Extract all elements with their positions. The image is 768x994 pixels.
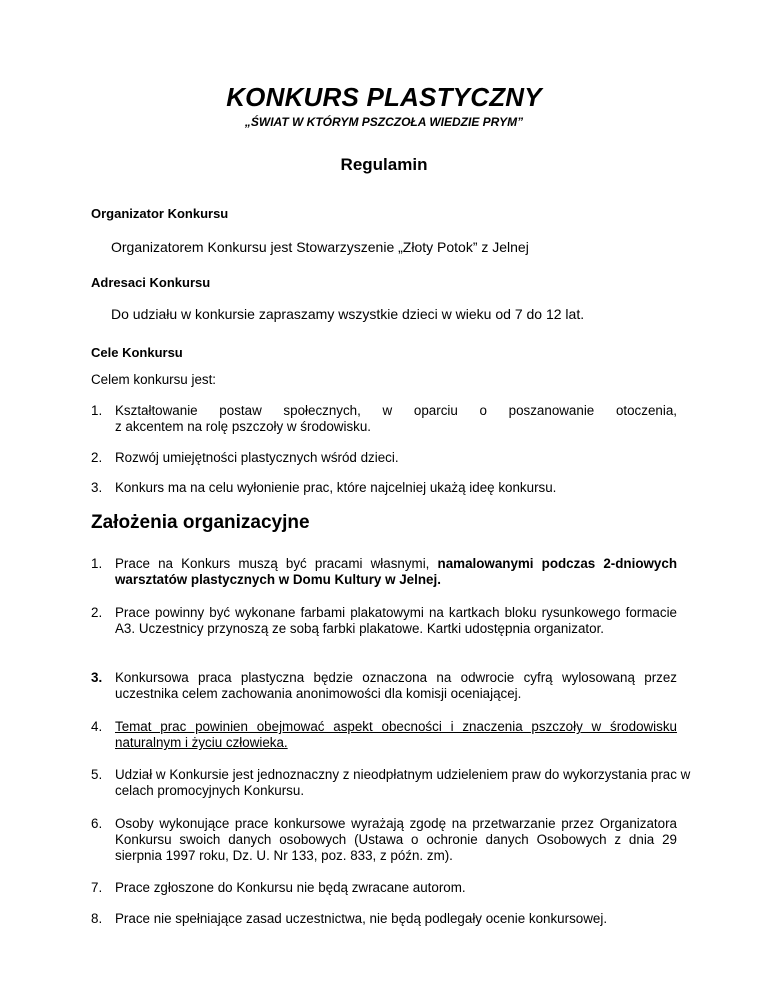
document-subtitle: „ŚWIAT W KTÓRYM PSZCZOŁA WIEDZIE PRYM” xyxy=(244,115,524,129)
list-item: 3. Konkurs ma na celu wyłonienie prac, które najcelniej ukażą ideę konkursu. xyxy=(91,480,557,495)
list-item: 1. Kształtowanie postaw społecznych, w oparciu o poszanowanie otoczenia, z akcentem na rolę pszczoły w środowisku. xyxy=(91,403,677,434)
list-item: 4. Temat prac powinien obejmować aspekt obecności i znaczenia pszczoły w środowisku naturalnym i życiu człowieka. xyxy=(91,719,677,750)
document-title: KONKURS PLASTYCZNY xyxy=(226,82,542,112)
rules-list-4 xyxy=(91,719,677,751)
rules-list xyxy=(91,556,677,588)
list-item: 6. Osoby wykonujące prace konkursowe wyrażają zgodę na przetwarzanie przez Organizatora Konkursu swoich danych osobowych (Ustawa o ochronie danych Osobowych z dnia 29 sierpnia 1997 roku, Dz. U. Nr 133, poz. 833, z późn. zm). xyxy=(91,816,677,863)
rules-heading: Założenia organizacyjne xyxy=(91,512,310,533)
goals-list xyxy=(91,403,677,435)
goals-list-3 xyxy=(91,480,677,496)
rules-list-3 xyxy=(91,670,677,702)
goals-list-2 xyxy=(91,450,677,466)
audience-text: Do udziału w konkursie zapraszamy wszystkie dzieci w wieku od 7 do 12 lat. xyxy=(111,306,585,322)
goals-heading: Cele Konkursu xyxy=(91,345,183,360)
list-item: 2. Rozwój umiejętności plastycznych wśród dzieci. xyxy=(91,450,399,465)
rules-list-2 xyxy=(91,605,677,637)
audience-heading: Adresaci Konkursu xyxy=(91,275,211,290)
list-item: 3. Konkursowa praca plastyczna będzie oznaczona na odwrocie cyfrą wylosowaną przez uczestnika celem zachowania anonimowości dla komisji oceniającej. xyxy=(91,670,677,701)
rules-list-5 xyxy=(91,767,691,799)
list-item: 1. Prace na Konkurs muszą być pracami własnymi, namalowanymi podczas 2-dniowych warsztatów plastycznych w Domu Kultury w Jelnej. xyxy=(91,556,677,587)
rules-list-6 xyxy=(91,816,677,864)
regulations-heading: Regulamin xyxy=(340,155,428,174)
list-item: 7. Prace zgłoszone do Konkursu nie będą zwracane autorom. xyxy=(91,880,466,895)
list-item: 5. Udział w Konkursie jest jednoznaczny z nieodpłatnym udzieleniem praw do wykorzystania prac w celach promocyjnych Konkursu. xyxy=(91,767,691,798)
organizer-text: Organizatorem Konkursu jest Stowarzyszenie „Złoty Potok” z Jelnej xyxy=(111,239,529,255)
goals-intro: Celem konkursu jest: xyxy=(91,372,217,387)
organizer-heading: Organizator Konkursu xyxy=(91,206,229,221)
list-item: 2. Prace powinny być wykonane farbami plakatowymi na kartkach bloku rysunkowego formacie A3. Uczestnicy przynoszą ze sobą farbki plakatowe. Kartki udostępnia organizator. xyxy=(91,605,677,636)
rules-list-7 xyxy=(91,880,677,896)
rules-list-8 xyxy=(91,911,677,927)
list-item: 8. Prace nie spełniające zasad uczestnictwa, nie będą podlegały ocenie konkursowej. xyxy=(91,911,608,926)
